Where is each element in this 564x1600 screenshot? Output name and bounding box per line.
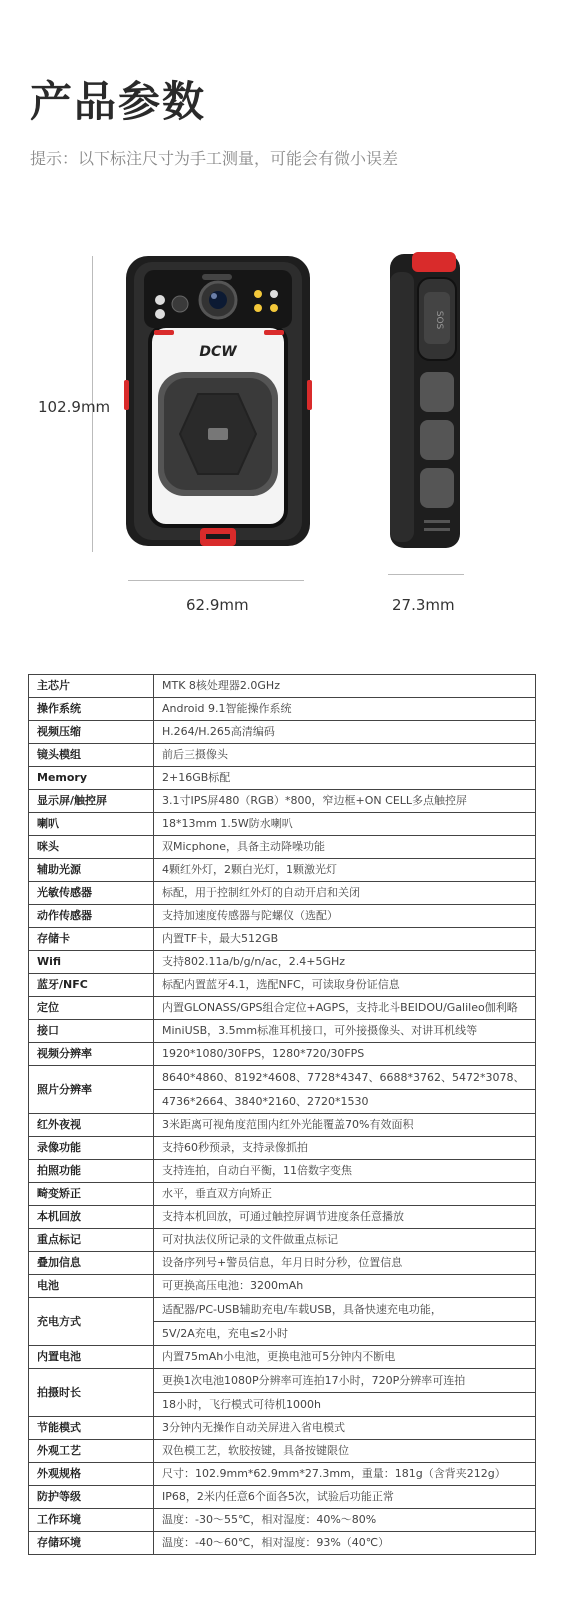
spec-row — [29, 675, 536, 698]
spec-value-line: 8640*4860、8192*4608、7728*4347、6688*3762、5472*3078、 — [162, 1071, 525, 1084]
spec-value: 温度：-30～55℃，相对湿度：40%～80% — [154, 1509, 536, 1532]
spec-value: 3.1寸IPS屏480（RGB）*800，窄边框+ON CELL多点触控屏 — [154, 790, 536, 813]
spec-row — [29, 1275, 536, 1298]
spec-table — [28, 674, 536, 1555]
spec-row — [29, 1206, 536, 1229]
spec-row — [29, 951, 536, 974]
spec-value: 支持本机回放，可通过触控屏调节进度条任意播放 — [154, 1206, 536, 1229]
spec-row — [29, 1532, 536, 1555]
spec-row — [29, 997, 536, 1020]
spec-value: 1920*1080/30FPS，1280*720/30FPS — [154, 1043, 536, 1066]
spec-key: 本机回放 — [29, 1206, 154, 1229]
spec-row — [29, 1463, 536, 1486]
spec-key: 防护等级 — [29, 1486, 154, 1509]
spec-key: 畸变矫正 — [29, 1183, 154, 1206]
measurement-hint: 提示：以下标注尺寸为手工测量，可能会有微小误差 — [30, 149, 399, 168]
spec-row — [29, 1509, 536, 1532]
spec-value: 4颗红外灯，2颗白光灯，1颗激光灯 — [154, 859, 536, 882]
spec-value: IP68，2米内任意6个面各5次，试验后功能正常 — [154, 1486, 536, 1509]
spec-value — [154, 1369, 536, 1417]
spec-key: 镜头模组 — [29, 744, 154, 767]
spec-key: 主芯片 — [29, 675, 154, 698]
spec-row — [29, 744, 536, 767]
spec-value: 支持加速度传感器与陀螺仪（选配） — [154, 905, 536, 928]
spec-row — [29, 1183, 536, 1206]
spec-key: 存储卡 — [29, 928, 154, 951]
spec-row — [29, 1252, 536, 1275]
spec-key: 喇叭 — [29, 813, 154, 836]
spec-row — [29, 974, 536, 997]
spec-row — [29, 1440, 536, 1463]
spec-key: 内置电池 — [29, 1346, 154, 1369]
spec-row — [29, 1043, 536, 1066]
spec-key: 蓝牙/NFC — [29, 974, 154, 997]
spec-key: 外观规格 — [29, 1463, 154, 1486]
spec-row — [29, 767, 536, 790]
spec-row — [29, 1486, 536, 1509]
device-side-view — [384, 252, 466, 550]
spec-key: 定位 — [29, 997, 154, 1020]
spec-key: 辅助光源 — [29, 859, 154, 882]
spec-key: Memory — [29, 767, 154, 790]
depth-dimension-label: 27.3mm — [392, 596, 455, 614]
spec-value: 3米距离可视角度范围内红外光能覆盖70%有效面积 — [154, 1114, 536, 1137]
spec-key: 咪头 — [29, 836, 154, 859]
spec-key: 显示屏/触控屏 — [29, 790, 154, 813]
spec-row — [29, 1417, 536, 1440]
spec-key: 拍摄时长 — [29, 1369, 154, 1417]
spec-value — [154, 1298, 536, 1346]
spec-value — [154, 1066, 536, 1114]
spec-value: Android 9.1智能操作系统 — [154, 698, 536, 721]
spec-value: 水平，垂直双方向矫正 — [154, 1183, 536, 1206]
spec-row — [29, 1298, 536, 1346]
device-illustration — [0, 240, 564, 640]
spec-row — [29, 1137, 536, 1160]
spec-row — [29, 928, 536, 951]
width-dimension-line — [128, 580, 304, 581]
spec-value: MiniUSB，3.5mm标准耳机接口，可外接摄像头、对讲耳机线等 — [154, 1020, 536, 1043]
spec-value: 内置GLONASS/GPS组合定位+AGPS，支持北斗BEIDOU/Galileo伽利略 — [154, 997, 536, 1020]
spec-key: 红外夜视 — [29, 1114, 154, 1137]
spec-value: 内置75mAh小电池，更换电池可5分钟内不断电 — [154, 1346, 536, 1369]
spec-row — [29, 882, 536, 905]
page-title: 产品参数 — [30, 77, 207, 126]
spec-value-line: 5V/2A充电，充电≤2小时 — [154, 1321, 535, 1345]
spec-key: 操作系统 — [29, 698, 154, 721]
spec-row — [29, 790, 536, 813]
spec-row — [29, 1160, 536, 1183]
spec-key: 拍照功能 — [29, 1160, 154, 1183]
spec-value-line: 适配器/PC-USB辅助充电/车载USB，具备快速充电功能， — [162, 1303, 442, 1316]
spec-key: 重点标记 — [29, 1229, 154, 1252]
spec-value: 内置TF卡，最大512GB — [154, 928, 536, 951]
svg-text:SOS: SOS — [434, 310, 444, 330]
spec-row — [29, 859, 536, 882]
spec-value: 3分钟内无操作自动关屏进入省电模式 — [154, 1417, 536, 1440]
spec-row — [29, 698, 536, 721]
spec-key: 光敏传感器 — [29, 882, 154, 905]
spec-key: 接口 — [29, 1020, 154, 1043]
spec-key: 电池 — [29, 1275, 154, 1298]
spec-value: 标配内置蓝牙4.1，选配NFC，可读取身份证信息 — [154, 974, 536, 997]
spec-row — [29, 813, 536, 836]
spec-value: 支持连拍，自动白平衡，11倍数字变焦 — [154, 1160, 536, 1183]
spec-value: 前后三摄像头 — [154, 744, 536, 767]
spec-key: 充电方式 — [29, 1298, 154, 1346]
spec-row — [29, 721, 536, 744]
spec-value: 可对执法仪所记录的文件做重点标记 — [154, 1229, 536, 1252]
spec-row — [29, 1229, 536, 1252]
spec-value: 支持60秒预录，支持录像抓拍 — [154, 1137, 536, 1160]
spec-row — [29, 836, 536, 859]
spec-value: 2+16GB标配 — [154, 767, 536, 790]
spec-value-line: 18小时，飞行模式可待机1000h — [154, 1392, 535, 1416]
spec-row — [29, 1346, 536, 1369]
spec-key: 视频分辨率 — [29, 1043, 154, 1066]
spec-value: 双色模工艺，软胶按键，具备按键限位 — [154, 1440, 536, 1463]
spec-row — [29, 1114, 536, 1137]
width-dimension-label: 62.9mm — [186, 596, 249, 614]
spec-value: MTK 8核处理器2.0GHz — [154, 675, 536, 698]
height-dimension-label: 102.9mm — [38, 398, 111, 416]
spec-value: 支持802.11a/b/g/n/ac，2.4+5GHz — [154, 951, 536, 974]
device-front-view — [124, 252, 312, 550]
spec-row — [29, 1066, 536, 1114]
spec-key: 叠加信息 — [29, 1252, 154, 1275]
spec-value: 温度：-40～60℃，相对湿度：93%（40℃） — [154, 1532, 536, 1555]
spec-row — [29, 1020, 536, 1043]
spec-key: 工作环境 — [29, 1509, 154, 1532]
svg-text:DCW: DCW — [199, 344, 237, 360]
spec-key: 视频压缩 — [29, 721, 154, 744]
spec-value: 标配，用于控制红外灯的自动开启和关闭 — [154, 882, 536, 905]
spec-value-line: 4736*2664、3840*2160、2720*1530 — [154, 1089, 535, 1113]
spec-row — [29, 905, 536, 928]
spec-value: 尺寸：102.9mm*62.9mm*27.3mm，重量：181g（含背夹212g） — [154, 1463, 536, 1486]
spec-value: 18*13mm 1.5W防水喇叭 — [154, 813, 536, 836]
spec-key: 存储环境 — [29, 1532, 154, 1555]
spec-value: 双Micphone，具备主动降噪功能 — [154, 836, 536, 859]
spec-key: 节能模式 — [29, 1417, 154, 1440]
spec-key: 动作传感器 — [29, 905, 154, 928]
spec-key: 录像功能 — [29, 1137, 154, 1160]
depth-dimension-line — [388, 574, 464, 575]
spec-key: 外观工艺 — [29, 1440, 154, 1463]
spec-value: 可更换高压电池：3200mAh — [154, 1275, 536, 1298]
spec-value: H.264/H.265高清编码 — [154, 721, 536, 744]
spec-key: 照片分辨率 — [29, 1066, 154, 1114]
spec-value: 设备序列号+警员信息，年月日时分秒，位置信息 — [154, 1252, 536, 1275]
spec-row — [29, 1369, 536, 1417]
spec-value-line: 更换1次电池1080P分辨率可连拍17小时，720P分辨率可连拍 — [162, 1374, 466, 1387]
spec-key: Wifi — [29, 951, 154, 974]
